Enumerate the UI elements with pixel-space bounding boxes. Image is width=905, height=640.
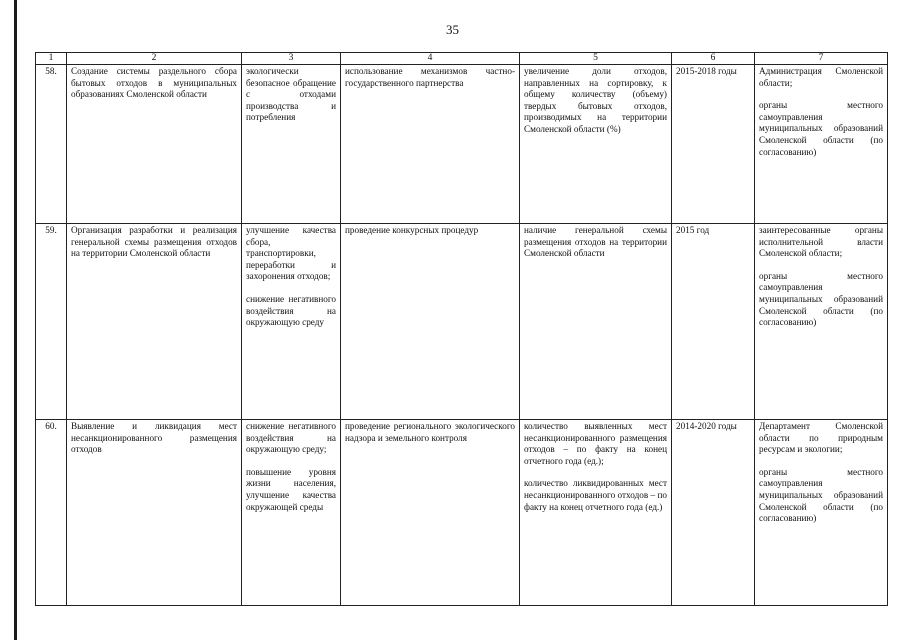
mechanism-cell: проведение регионального экологического надзора и земельного контроля: [341, 420, 520, 606]
scan-edge-bar: [14, 0, 17, 640]
column-number-row: [36, 53, 888, 65]
result-cell: [242, 420, 341, 606]
responsible-item: Департамент Смоленской области по природным ресурсам и экологии;: [759, 421, 883, 455]
result-item: улучшение качества сбора, транспортировки, переработки и захоронения отходов;: [246, 225, 336, 282]
responsible-item: органы местного самоуправления муниципальных образований Смоленской области (по согласованию): [759, 270, 883, 328]
responsible-item: органы местного самоуправления муниципальных образований Смоленской области (по согласованию): [759, 100, 883, 157]
result-item: экологически безопасное обращение с отходами производства и потребления: [246, 66, 336, 123]
result-item: снижение негативного воздействия на окружающую среду: [246, 293, 336, 328]
column-number: 3: [242, 53, 341, 65]
indicator-item: увеличение доли отходов, направленных на сортировку, к общему количеству (объему) твердых бытовых отходов, производимых на территории Смоленской области (%): [524, 66, 667, 134]
column-number: 1: [36, 53, 67, 65]
action-cell: Создание системы раздельного сбора бытовых отходов в муниципальных образованиях Смоленской области: [67, 65, 242, 224]
column-number: 5: [520, 53, 672, 65]
responsible-item: заинтересованные органы исполнительной власти Смоленской области;: [759, 225, 883, 259]
row-number: 59.: [36, 224, 67, 420]
row-number: 60.: [36, 420, 67, 606]
mechanism-cell: использование механизмов частно-государственного партнерства: [341, 65, 520, 224]
table-row: [36, 224, 888, 420]
result-item: снижение негативного воздействия на окружающую среду;: [246, 421, 336, 455]
indicator-item: количество ликвидированных мест несанкционированного отходов – по факту на конец отчетного года (ед.): [524, 478, 667, 512]
action-cell: Организация разработки и реализация генеральной схемы размещения отходов на территории Смоленской области: [67, 224, 242, 420]
table-row: [36, 420, 888, 606]
measures-table: [35, 52, 888, 606]
period-cell: 2015 год: [672, 224, 755, 420]
period-cell: 2014-2020 годы: [672, 420, 755, 606]
column-number: 6: [672, 53, 755, 65]
responsible-cell: [755, 420, 888, 606]
result-item: повышение уровня жизни населения, улучшение качества окружающей среды: [246, 466, 336, 512]
mechanism-cell: проведение конкурсных процедур: [341, 224, 520, 420]
indicator-cell: [520, 65, 672, 224]
row-number: 58.: [36, 65, 67, 224]
responsible-item: Администрация Смоленской области;: [759, 66, 883, 88]
column-number: 7: [755, 53, 888, 65]
result-cell: [242, 224, 341, 420]
indicator-cell: [520, 420, 672, 606]
column-number: 2: [67, 53, 242, 65]
column-number: 4: [341, 53, 520, 65]
action-cell: Выявление и ликвидация мест несанкционированного размещения отходов: [67, 420, 242, 606]
page-number: 35: [446, 22, 459, 37]
period-cell: 2015-2018 годы: [672, 65, 755, 224]
responsible-cell: [755, 65, 888, 224]
indicator-cell: [520, 224, 672, 420]
responsible-cell: [755, 224, 888, 420]
table-row: [36, 65, 888, 224]
result-cell: [242, 65, 341, 224]
indicator-item: наличие генеральной схемы размещения отходов на территории Смоленской области: [524, 225, 667, 259]
responsible-item: органы местного самоуправления муниципальных образований Смоленской области (по согласованию): [759, 466, 883, 524]
indicator-item: количество выявленных мест несанкционированного размещения отходов – по факту на конец отчетного года (ед.);: [524, 421, 667, 466]
